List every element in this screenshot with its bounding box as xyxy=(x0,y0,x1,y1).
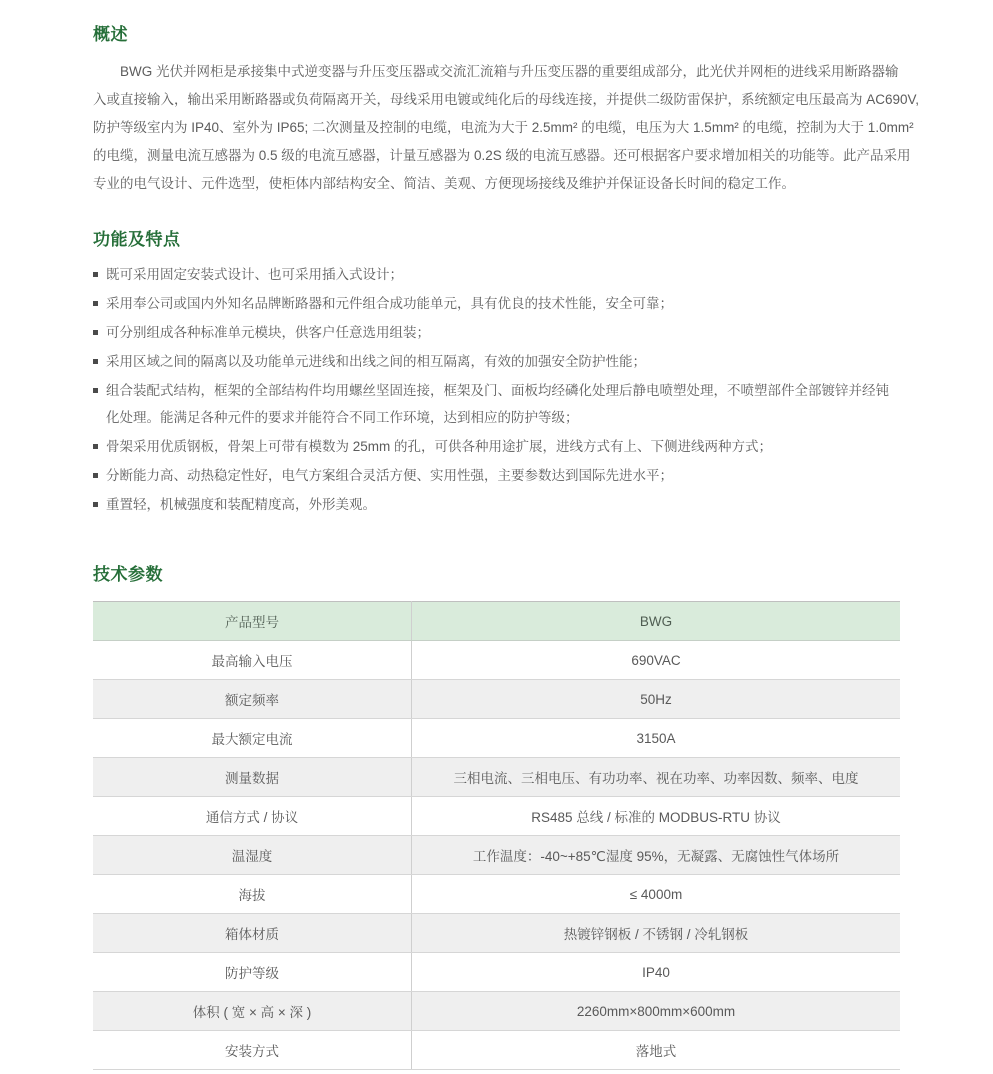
specs-heading: 技术参数 xyxy=(93,565,163,584)
table-row xyxy=(93,758,900,797)
square-bullet-icon xyxy=(93,388,98,393)
feature-item xyxy=(93,319,900,346)
feature-item-text: 采用区域之间的隔离以及功能单元进线和出线之间的相互隔离，有效的加强安全防护性能； xyxy=(106,354,646,369)
table-row xyxy=(93,1031,900,1070)
spec-param-cell: 测量数据 xyxy=(93,758,412,797)
overview-line: 防护等级室内为 IP40、室外为 IP65; 二次测量及控制的电缆，电流为大于 2.5mm² 的电缆，电压为大 1.5mm² 的电缆，控制为大于 1.0mm² xyxy=(93,120,914,135)
feature-item-text: 分断能力高、动热稳定性好，电气方案组合灵活方便、实用性强，主要参数达到国际先进水平； xyxy=(106,468,673,483)
table-row xyxy=(93,641,900,680)
square-bullet-icon xyxy=(93,444,98,449)
spec-param-cell: 额定频率 xyxy=(93,680,412,719)
features-heading: 功能及特点 xyxy=(93,230,181,249)
square-bullet-icon xyxy=(93,272,98,277)
feature-item xyxy=(93,377,900,431)
square-bullet-icon xyxy=(93,473,98,478)
table-row xyxy=(93,797,900,836)
specs-table xyxy=(93,601,900,1070)
spec-value-cell: 2260mm×800mm×600mm xyxy=(412,992,901,1031)
feature-item xyxy=(93,290,900,317)
spec-param-cell: 最高输入电压 xyxy=(93,641,412,680)
spec-value-cell: RS485 总线 / 标准的 MODBUS-RTU 协议 xyxy=(412,797,901,836)
spec-value-cell: ≤ 4000m xyxy=(412,875,901,914)
spec-value-cell: 三相电流、三相电压、有功功率、视在功率、功率因数、频率、电度 xyxy=(412,758,901,797)
spec-header-value: BWG xyxy=(412,602,901,641)
table-row xyxy=(93,836,900,875)
table-row xyxy=(93,719,900,758)
square-bullet-icon xyxy=(93,301,98,306)
spec-param-cell: 通信方式 / 协议 xyxy=(93,797,412,836)
table-row xyxy=(93,914,900,953)
overview-heading: 概述 xyxy=(93,25,128,44)
feature-item xyxy=(93,261,900,288)
overview-line: 的电缆，测量电流互感器为 0.5 级的电流互感器，计量互感器为 0.2S 级的电流互感器。还可根据客户要求增加相关的功能等。此产品采用 xyxy=(93,148,911,163)
spec-param-cell: 温湿度 xyxy=(93,836,412,875)
table-row xyxy=(93,992,900,1031)
spec-param-cell: 最大额定电流 xyxy=(93,719,412,758)
overview-paragraph xyxy=(93,58,920,198)
spec-value-cell: 690VAC xyxy=(412,641,901,680)
spec-param-cell: 安装方式 xyxy=(93,1031,412,1070)
spec-value-cell: 热镀锌钢板 / 不锈钢 / 冷轧钢板 xyxy=(412,914,901,953)
feature-list xyxy=(93,261,900,518)
overview-line: 入或直接输入，输出采用断路器或负荷隔离开关，母线采用电镀或纯化后的母线连接，并提供二级防雷保护，系统额定电压最高为 AC690V, xyxy=(93,92,920,107)
spec-value-cell: 50Hz xyxy=(412,680,901,719)
square-bullet-icon xyxy=(93,502,98,507)
feature-item xyxy=(93,491,900,518)
overview-line: BWG 光伏并网柜是承接集中式逆变器与升压变压器或交流汇流箱与升压变压器的重要组成部分，此光伏并网柜的进线采用断路器输 xyxy=(120,64,899,79)
spec-header-param: 产品型号 xyxy=(93,602,412,641)
spec-value-cell: 3150A xyxy=(412,719,901,758)
feature-item xyxy=(93,433,900,460)
document-content xyxy=(93,0,920,1070)
spec-value-cell: 落地式 xyxy=(412,1031,901,1070)
spec-param-cell: 箱体材质 xyxy=(93,914,412,953)
square-bullet-icon xyxy=(93,359,98,364)
spec-value-cell: 工作温度：-40~+85℃湿度 95%，无凝露、无腐蚀性气体场所 xyxy=(412,836,901,875)
spec-param-cell: 海拔 xyxy=(93,875,412,914)
feature-item-text: 重置轻，机械强度和装配精度高，外形美观。 xyxy=(106,497,376,512)
feature-item xyxy=(93,348,900,375)
spec-param-cell: 防护等级 xyxy=(93,953,412,992)
square-bullet-icon xyxy=(93,330,98,335)
feature-item xyxy=(93,462,900,489)
spec-value-cell: IP40 xyxy=(412,953,901,992)
feature-item-text: 组合装配式结构，框架的全部结构件均用螺丝坚固连接，框架及门、面板均经磷化处理后静电喷塑处理，不喷塑部件全部镀锌并经钝化处理。能满足各种元件的要求并能符合不同工作环境，达到相应的防护等级； xyxy=(106,383,889,425)
table-row xyxy=(93,680,900,719)
specs-header-row xyxy=(93,602,900,641)
feature-item-text: 采用奉公司或国内外知名品牌断路器和元件组合成功能单元，具有优良的技术性能，安全可靠； xyxy=(106,296,673,311)
table-row xyxy=(93,953,900,992)
feature-item-text: 既可采用固定安装式设计、也可采用插入式设计； xyxy=(106,267,403,282)
feature-item-text: 可分别组成各种标准单元模块，供客户任意选用组装； xyxy=(106,325,430,340)
feature-item-text: 骨架采用优质钢板，骨架上可带有模数为 25mm 的孔，可供各种用途扩展，进线方式有上、下侧进线两种方式； xyxy=(106,439,773,454)
overview-line: 专业的电气设计、元件选型，使柜体内部结构安全、简洁、美观、方便现场接线及维护并保证设备长时间的稳定工作。 xyxy=(93,176,795,191)
spec-param-cell: 体积 ( 宽 × 高 × 深 ) xyxy=(93,992,412,1031)
table-row xyxy=(93,875,900,914)
